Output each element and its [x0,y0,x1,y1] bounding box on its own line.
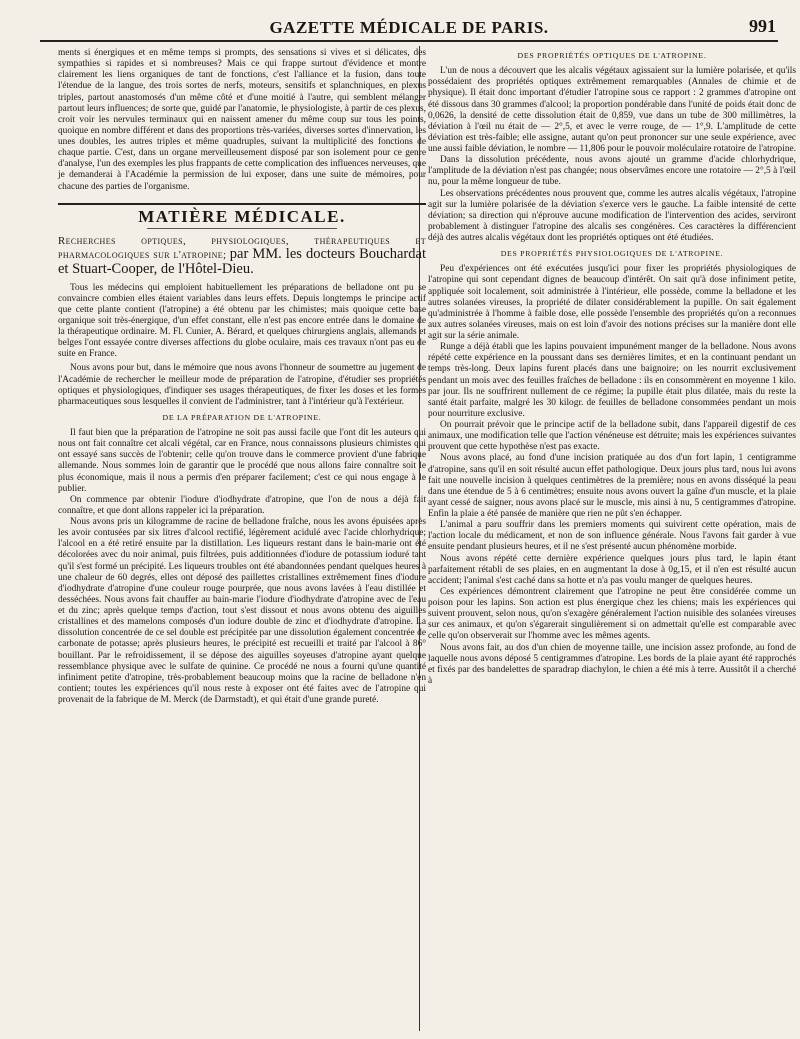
article-heading-authors: par MM. les docteurs Bouchardat et Stuart-Cooper, de l'Hôtel-Dieu. [58,246,426,277]
paragraph: Peu d'expériences ont été exécutées jusqu'ici pour fixer les propriétés physiologiques de l'atropine qui sont cependant dignes de beaucoup d'intérêt. On sait qu'à dose infiniment petite, appliquée soit localement, soit administrée à l'intérieur, elle possède, comme la belladone et les autres solanées vireuses, la propriété de dilater considérablement la pupille. On sait également qu'administrée à l'homme à faible dose, elle possède l'ensemble des propriétés qu'on a reconnues aux autres solanées vireuses, mais on est loin d'avoir des notions précises sur la manière dont elle agit sur la série animale. [428,264,796,341]
subsection-title: DE LA PRÉPARATION DE L'ATROPINE. [162,412,322,422]
page-number: 991 [749,16,776,36]
paragraph: Tous les médecins qui emploient habituellement les préparations de belladone ont pu se convaincre combien elles étaient variables dans leurs effets. Depuis longtemps le principe actif que cette plante contient (l'atropine) a été obtenu par les chimistes; mais quoique cette base organique soit très-énergique, d'un effet constant, elle n'est pas encore entrée dans le domaine de la thérapeutique ordinaire. M. Fl. Cunier, A. Bérard, et quelques chirurgiens anglais, allemands et belges l'ont essayée contre diverses affections du globe oculaire, mais ces travaux n'ont pas eu de suite en France. [58,282,426,360]
paragraph: Dans la dissolution précédente, nous avons ajouté un gramme d'acide chlorhydrique, l'amplitude de la déviation n'est pas changée; nous observâmes encore une rotatoire — 2°,5 à l'œil nu, pour la même longueur de tube. [428,155,796,188]
paragraph: Ces expériences démontrent clairement que l'atropine ne peut être considérée comme un poison pour les lapins. Son action est plus énergique chez les chiens; mais les expériences qui suivent prouvent, selon nous, qu'on s'exagère généralement l'action nuisible des solanées vireuses sur ces animaux, et qu'on s'égarerait singulièrement si on admettait qu'elle est comparable avec celle qu'on observerait sur l'homme avec les mêmes agents. [428,586,796,642]
paragraph: On commence par obtenir l'iodure d'iodhydrate d'atropine, que l'on de nous a déjà fait connaître, et que dont allons rappeler ici la préparation. [58,494,426,516]
paragraph: Nous avons placé, au fond d'une incision pratiquée au dos d'un fort lapin, 1 centigramme d'atropine, sans qu'il en soit résulté aucun effet pathologique. Deux jours plus tard, nous lui avons fait une nouvelle incision à quelques centimètres de la première; nous en avons disséqué la peau dans une étendue de 5 à 6 centimètres; ensuite nous avons ouvert la gaîne d'un muscle, et la plaie ayant cessé de saigner, nous avons placé sur le muscle, mis ainsi à nu, 5 centigrammes d'atropine. Enfin la plaie a été pansée de manière que rien ne pût s'en échapper. [428,453,796,519]
paragraph: Il faut bien que la préparation de l'atropine ne soit pas aussi facile que l'ont dit les auteurs qui nous ont fait connaître cet alcali végétal, car en France, nous connaissons plusieurs chimistes qui ont essayé sans succès de l'obtenir; celle qu'on trouve dans le commerce provient d'une fabrique allemande. Nous sommes loin de garantir que le procédé que nous allons faire connaître soit le plus économique, mais il nous a permis d'en préparer facilement; c'est ce qui nous engage à le publier. [58,428,426,494]
paragraph: Runge a déjà établi que les lapins pouvaient impunément manger de la belladone. Nous avons répété cette expérience en la poussant dans ses dernières limites, et en la continuant pendant un temps très-long. Deux lapins furent placés dans une baignoire; on les nourrit exclusivement pendant un mois avec des feuilles fraîches de belladone : ils en consommèrent en moyenne 1 kilo. par jour. Ils ne souffrirent nullement de ce régime; la pupille était plus dilatée, mais du reste la santé était parfaite, malgré les 30 kilogr. de feuilles de belladone consommées pendant un mois pour nourriture exclusive. [428,342,796,419]
section-title: MATIÈRE MÉDICALE. [138,206,346,226]
subsection-title: DES PROPRIÉTÉS OPTIQUES DE L'ATROPINE. [517,51,707,60]
paragraph: Nous avons pris un kilogramme de racine de belladone fraîche, nous les avons épuisées après les avoir contusées par six litres d'alcool rectifié, légèrement acidulé avec l'acide chlorhydrique; l'alcool en a été retiré ensuite par la distillation. Les liqueurs restant dans le bain-marie ont été décolorées avec du noir animal, puis filtrées, puis additionnées d'iodure de potassium ioduré tant qu'il s'est formé un précipité. Les liqueurs troubles ont été abandonnées pendant quelques heures à une chaleur de 60 degrés, elles ont déposé des paillettes cristallines extrêmement fines d'iodure d'iodhydrate d'atropine d'une couleur rouge pourprée, que nous avons lavées à l'eau distillée et desséchées. Nous avons fait chauffer au bain-marie l'iodure d'iodhydrate d'atropine avec de l'eau et du zinc; après quelque temps d'action, tout s'est dissout et nous avons obtenu des aiguilles cristallines et des mamelons composés d'un iodure double de zinc et d'iodhydrate d'atropine. La dissolution concentrée de ce sel double est précipitée par une dissolution également concentrée de carbonate de potasse; après plusieurs heures, le précipité est recueilli et traité par l'alcool à 86° bouillant. Par le refroidissement, il se dépose des aiguilles soyeuses d'atropine ayant quelque ressemblance physique avec le sulfate de quinine. Ce procédé ne nous a fourni qu'une quantité infiniment petite d'atropine, très-probablement beaucoup moins que la racine de belladone n'en contient; toutes les expériences qu'il nous reste à exposer ont été faites avec de l'atropine qui provenait de la fabrique de M. Merck (de Darmstadt), et qui était d'une grande pureté. [58,517,426,706]
paragraph: Les observations précédentes nous prouvent que, comme les autres alcalis végétaux, l'atropine agit sur la lumière polarisée de la déviation s'exerce vers le gauche. La faible intensité de cette déviation; sa direction qui n'éprouve aucune modification de l'intervention des acides, serviront probablement à distinguer l'atropine des alcalis ses congénères. Ces caractères la différencient déjà des autres alcalis végétaux dont les propriétés optiques ont été étudiées. [428,188,796,243]
paragraph: Nous avons pour but, dans le mémoire que nous avons l'honneur de soumettre au jugement de l'Académie de rechercher le meilleur mode de préparation de l'atropine, d'étudier ses propriétés optiques et physiologiques, d'indiquer ses usages thérapeutiques, de fixer les doses et les formes pharmaceutiques sous lesquelles il convient de l'administrer, tant à l'intérieur qu'à l'extérieur. [58,363,426,407]
paragraph: L'animal a paru souffrir dans les premiers moments qui suivirent cette opération, mais de l'action locale du médicament, et non de son influence générale. Nous l'avons fait garder à vue ensuite pendant plusieurs heures, et il ne s'est présenté aucun phénomène morbide. [428,520,796,553]
running-header [40,16,778,42]
subsection-title: DES PROPRIÉTÉS PHYSIOLOGIQUES DE L'ATROPINE. [500,249,724,259]
article-heading [58,234,426,277]
right-column [428,48,796,687]
paragraph: Nous avons répété cette dernière expérience quelques jours plus tard, le lapin étant parfaitement rétabli de ses plaies, en en augmentant la dose à 0g,15, et il n'en est résulté aucun accident; l'animal s'est caché dans sa hotte et n'a pas voulu manger de quelques heures. [428,553,796,586]
left-column [58,48,426,706]
title-underline [147,228,337,229]
journal-title: GAZETTE MÉDICALE DE PARIS. [269,18,549,37]
paragraph: ments si énergiques et en même temps si prompts, des sensations si vives et si délicates, des sympathies si rapides et si nombreuses? Mais ce qui frappe surtout d'évidence et montre clairement les liens organiques de tant de fonctions, c'est l'alliance et la fusion, dans toute l'étendue de la langue, des trois sortes de nerfs, moteurs, sensitifs et splanchniques, en plexus triples, partout anastomosés d'un même côté et d'une moitié à l'autre, qui semblent mélanger partout leurs influences; de sorte que, guidé par l'anatomie, le physiologiste, à partir de ces plexus, croit voir les nervules terminaux qui en naissent amener du même coup sur tous les points, quoique en nombre différent et dans des proportions très-variées, diverses sortes d'innervation, les unes doubles, les autres triples et même quadruples, suivant la multiplicité des fonctions de chaque partie. C'est, dans un organe merveilleusement disposé par son isolement pour ce genre d'analyse, l'un des exemples les plus frappants de cette complication des influences nerveuses, que je demanderai à l'Académie la permission de lui exposer, dans une suite de mémoires, pour chacune des parties de l'organisme. [58,48,426,192]
section-rule [58,203,426,205]
paragraph: L'un de nous a découvert que les alcalis végétaux agissaient sur la lumière polarisée, et qu'ils possédaient des propriétés optiques extrêmement remarquables (Annales de chimie et de physique). Il était donc important d'étudier l'atropine sous ce rapport : 2 grammes d'atropine ont été dissous dans 30 grammes d'alcool; la proportion pondérable dans l'unité de poids était donc de 0,0626, la densité de cette dissolution était de 0,859, vue dans un tube de 300 millimètres, la déviation à l'œil nu était de — 2°,5, et avec le verre rouge, de — 1°,9. L'amplitude de cette déviation est très-faible; elle assigne, autant qu'on peut prononcer sur une seule expérience, avec une aussi faible déviation, le nombre — 11,806 pour le pouvoir moléculaire rotatoire de l'atropine. [428,66,796,154]
paragraph: On pourrait prévoir que le principe actif de la belladone subit, dans l'appareil digestif de ces animaux, une modification telle que l'action vénéneuse est détruite; mais les expériences suivantes prouvent que cette hypothèse n'est pas exacte. [428,420,796,453]
paragraph: Nous avons fait, au dos d'un chien de moyenne taille, une incision assez profonde, au fond de laquelle nous avons déposé 5 centigrammes d'atropine. Les bords de la plaie ayant été rapprochés et fixés par des bandelettes de sparadrap diachylon, le chien a été mis à terre. Aussitôt il a cherché à [428,642,796,686]
article-heading-title: Recherches optiques, physiologiques, thérapeutiques et pharmacologiques sur l'atropine; [58,234,426,262]
